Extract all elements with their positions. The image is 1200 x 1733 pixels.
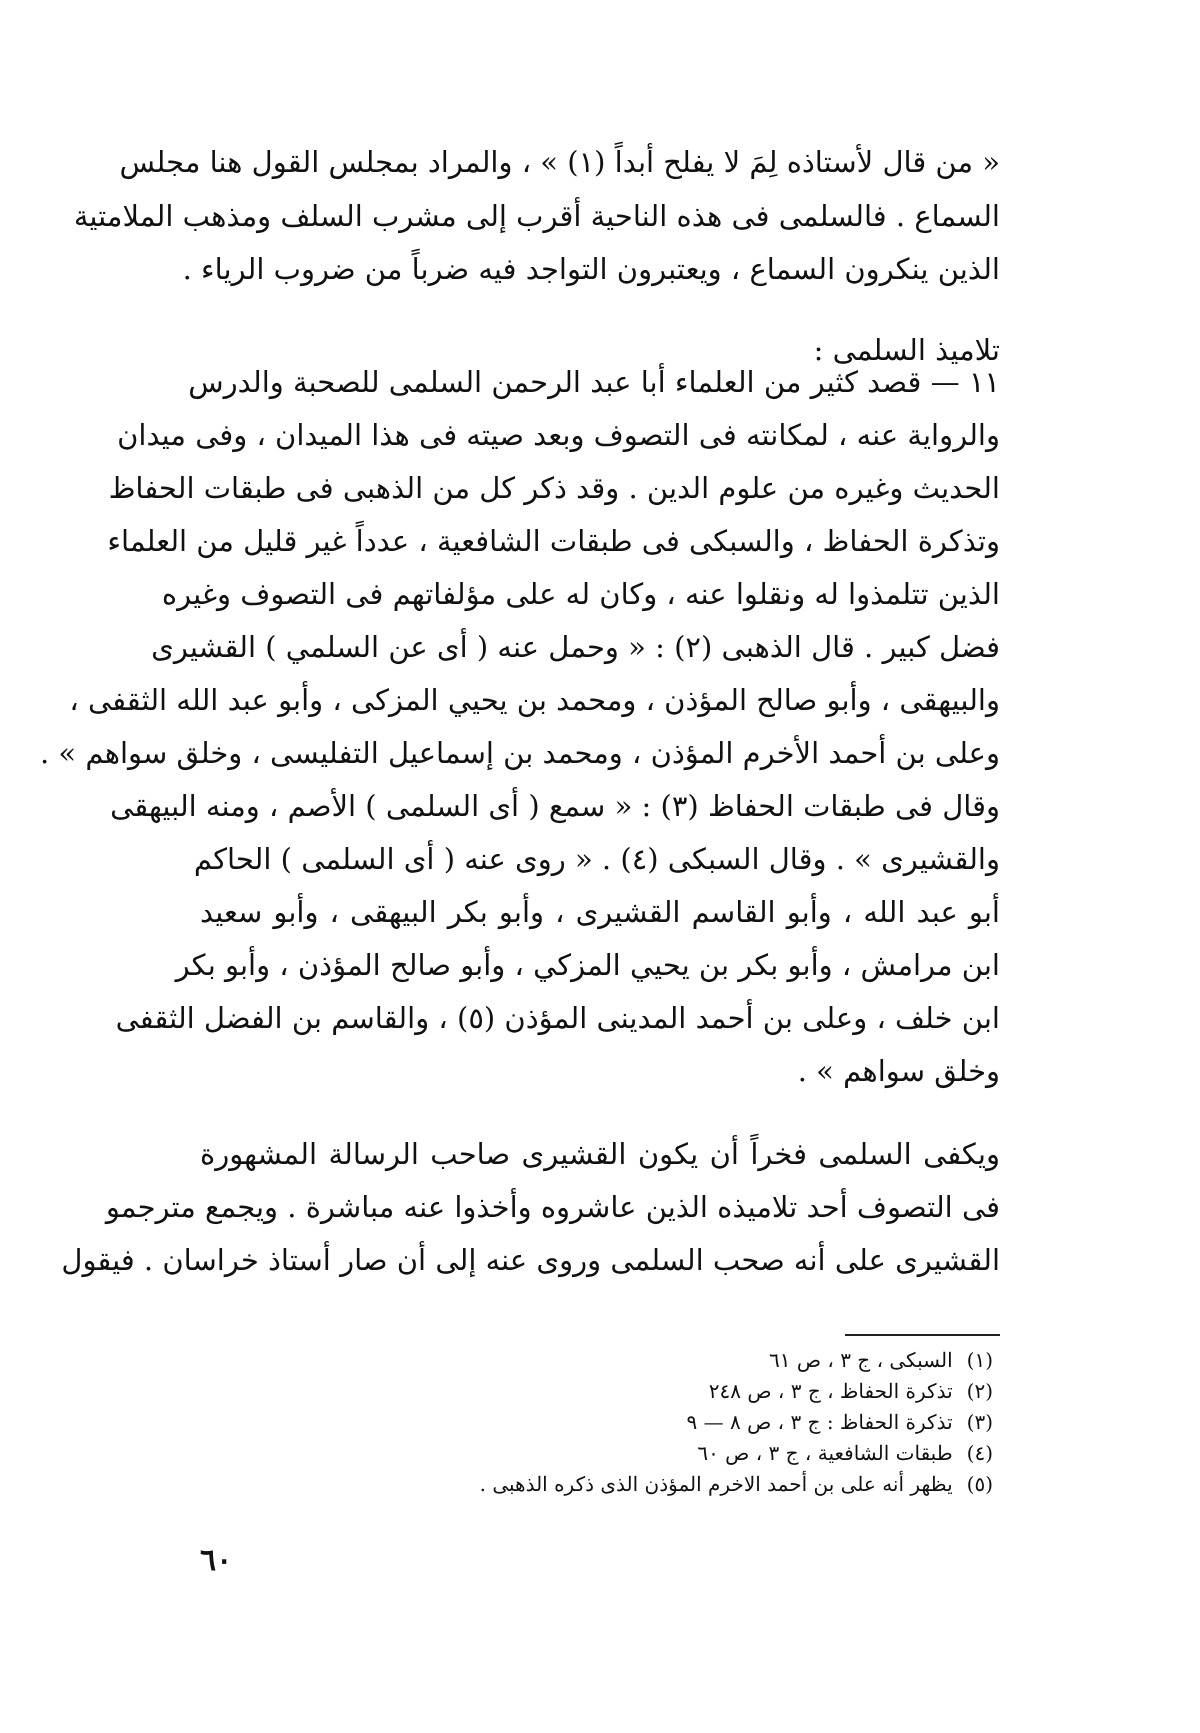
footnote-text: تذكرة الحفاظ ، ج ٣ ، ص ٢٤٨ <box>708 1379 953 1403</box>
footnote-number: (٣) <box>966 1410 993 1434</box>
section-line-1: ١١ — قصد كثير من العلماء أبا عبد الرحمن السلمى للصحبة والدرس <box>188 365 1000 399</box>
section-line-13: ابن خلف ، وعلى بن أحمد المدينى المؤذن (٥) ، والقاسم بن الفضل الثقفى <box>115 1001 1000 1035</box>
closing-line-3: القشيرى على أنه صحب السلمى وروى عنه إلى أن صار أستاذ خراسان . فيقول <box>61 1243 1000 1277</box>
section-line-10: والقشيرى » . وقال السبكى (٤) . « روى عنه ( أى السلمى ) الحاكم <box>193 842 1000 876</box>
section-line-7: والبيهقى ، وأبو صالح المؤذن ، ومحمد بن يحيي المزكى ، وأبو عبد الله الثقفى ، <box>69 683 1000 717</box>
footnote-text: طبقات الشافعية ، ج ٣ ، ص ٦٠ <box>697 1441 953 1465</box>
footnote-1 <box>193 1346 993 1374</box>
section-line-14: وخلق سواهم » . <box>797 1054 1000 1088</box>
footnote-text: السبكى ، ج ٣ ، ص ٦١ <box>769 1348 953 1372</box>
section-line-3: الحديث وغيره من علوم الدين . وقد ذكر كل من الذهبى فى طبقات الحفاظ <box>108 471 1000 505</box>
closing-line-2: فى التصوف أحد تلاميذه الذين عاشروه وأخذوا عنه مباشرة . ويجمع مترجمو <box>105 1190 1000 1224</box>
footnote-number: (٤) <box>966 1441 993 1465</box>
section-line-11: أبو عبد الله ، وأبو القاسم القشيرى ، وأبو بكر البيهقى ، وأبو سعيد <box>200 895 1000 929</box>
footnote-2 <box>193 1377 993 1405</box>
section-line-12: ابن مرامش ، وأبو بكر بن يحيي المزكي ، وأبو صالح المؤذن ، وأبو بكر <box>175 948 1000 982</box>
section-line-5: الذين تتلمذوا له ونقلوا عنه ، وكان له على مؤلفاتهم فى التصوف وغيره <box>161 577 1000 611</box>
footnote-number: (٥) <box>966 1472 993 1496</box>
footnote-4 <box>193 1439 993 1467</box>
section-line-2: والرواية عنه ، لمكانته فى التصوف وبعد صيته فى هذا الميدان ، وفى ميدان <box>117 418 1000 452</box>
section-line-4: وتذكرة الحفاظ ، والسبكى فى طبقات الشافعية ، عدداً غير قليل من العلماء <box>107 524 1000 558</box>
intro-line-3: الذين ينكرون السماع ، ويعتبرون التواجد فيه ضرباً من ضروب الرياء . <box>182 252 1000 286</box>
footnote-text: يظهر أنه على بن أحمد الاخرم المؤذن الذى ذكره الذهبى . <box>479 1472 953 1496</box>
intro-line-1: « من قال لأستاذه لِمَ لا يفلح أبداً (١) » ، والمراد بمجلس القول هنا مجلس <box>119 145 1000 179</box>
section-line-9: وقال فى طبقات الحفاظ (٣) : « سمع ( أى السلمى ) الأصم ، ومنه البيهقى <box>110 789 1000 823</box>
section-line-8: وعلى بن أحمد الأخرم المؤذن ، ومحمد بن إسماعيل التفليسى ، وخلق سواهم » . <box>40 736 1000 770</box>
footnote-3 <box>193 1408 993 1436</box>
footnote-number: (٢) <box>966 1379 993 1403</box>
closing-line-1: ويكفى السلمى فخراً أن يكون القشيرى صاحب الرسالة المشهورة <box>200 1137 1000 1171</box>
intro-line-2: السماع . فالسلمى فى هذه الناحية أقرب إلى مشرب السلف ومذهب الملامتية <box>73 199 1000 233</box>
footnote-text: تذكرة الحفاظ : ج ٣ ، ص ٨ — ٩ <box>686 1410 953 1434</box>
footnote-5 <box>193 1470 993 1498</box>
footnote-number: (١) <box>966 1348 993 1372</box>
section-line-6: فضل كبير . قال الذهبى (٢) : « وحمل عنه ( أى عن السلمي ) القشيرى <box>151 630 1000 664</box>
footnote-separator <box>845 1334 1000 1336</box>
page-number: ٦٠ <box>200 1543 233 1578</box>
section-heading: تلاميذ السلمى : <box>813 333 1000 367</box>
